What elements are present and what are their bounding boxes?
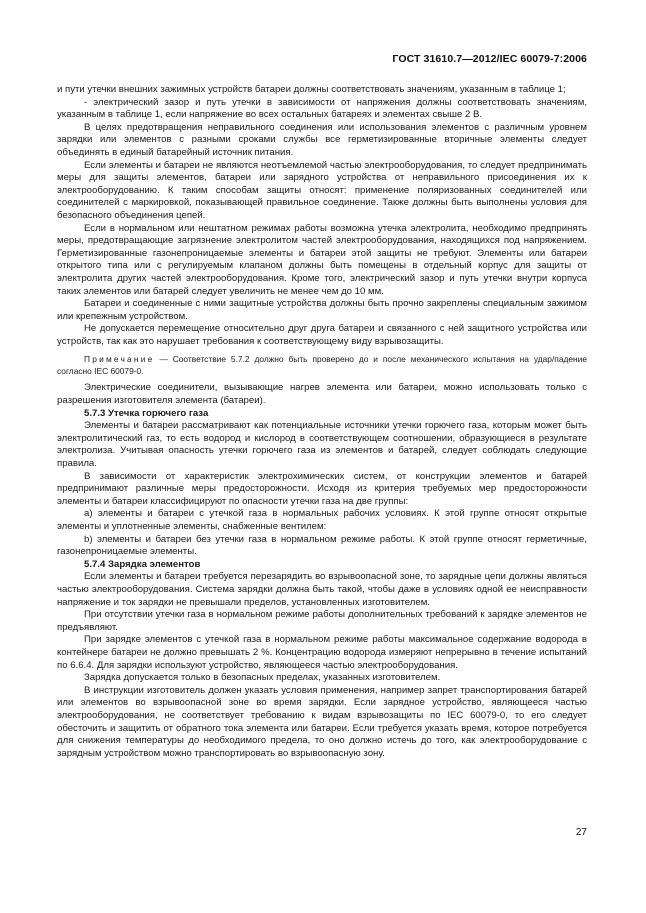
standard-header: ГОСТ 31610.7—2012/IEC 60079-7:2006 [392, 53, 587, 65]
section-heading: 5.7.4 Зарядка элементов [84, 558, 201, 570]
paragraph: Зарядка допускается только в безопасных пределах, указанных изготовителем. [84, 672, 441, 684]
document-body [57, 84, 587, 760]
paragraph: При отсутствии утечки газа в нормальном режиме работы дополнительных требований к зарядке элементов не предъявляют. [57, 609, 587, 633]
paragraph: Если элементы и батареи не являются неотъемлемой частью электрооборудования, то следует предпринимать меры для защиты элементов, батареи или зарядного устройства от неправильного присоединения их к электрооборудованию. К таким способам защиты относят: применение поляризованных соединителей или соединителей с маркировкой, показывающей правильное соединение. Также должны быть выполнены условия для безопасного объединения цепей. [57, 159, 587, 221]
paragraph: При зарядке элементов с утечкой газа в нормальном режиме работы максимальное содержание водорода в контейнере батареи не должно превышать 2 %. Концентрацию водорода измеряют непрерывно в течение испытаний по 6.6.4. Для зарядки используют устройство, являющееся частью электрооборудования. [57, 634, 587, 671]
paragraph: Элементы и батареи рассматривают как потенциальные источники утечки горючего газа, которым может быть электролитический газ, то есть водород и кислород в соответствующем соотношении, образующиеся в результате электролиза. Учитывая опасность утечки горючего газа из элементов и батарей, следует соблюдать следующие правила. [57, 420, 587, 470]
paragraph: В инструкции изготовитель должен указать условия применения, например запрет транспортирования батарей или элементов во взрывоопасной зоне во время зарядки. Если зарядное устройство, являющееся частью электрооборудования, не соответствует требованию к видам взрывозащиты по IEC 60079-0, то его следует обесточить и защитить от обратного тока элемента или батареи. Если требуется указать время, которое потребуется для снижения температуры до необходимого предела, то оно должно истечь до того, как электрооборудование с зарядным устройством можно транспортировать во взрывоопасную зону. [57, 684, 587, 759]
section-heading: 5.7.3 Утечка горючего газа [84, 407, 209, 419]
paragraph: - электрический зазор и путь утечки в зависимости от напряжения должны соответствовать значениям, указанным в таблице 1, если напряжение во всех остальных батареях и элементах свыше 2 В. [57, 96, 587, 121]
paragraph: Если элементы и батареи требуется перезарядить во взрывоопасной зоне, то зарядные цепи должны являться частью электрооборудования. Система зарядки должна быть такой, чтобы даже в условиях одной ее неисправности напряжение и ток зарядки не превышали пределов, установленных изготовителем. [57, 571, 587, 608]
note [57, 353, 587, 377]
list-item: b) элементы и батареи без утечки газа в нормальном режиме работы. К этой группе относят герметичные, газонепроницаемые элементы. [57, 533, 587, 558]
paragraph: Электрические соединители, вызывающие нагрев элемента или батареи, можно использовать только с разрешения изготовителя элемента (батареи). [57, 382, 587, 407]
paragraph: В зависимости от характеристик электрохимических систем, от конструкции элементов и батарей предпринимают различные меры предосторожности. Исходя из критерия требуемых мер предосторожности элементы и батареи классифицируют по опасности утечки газа на две группы: [57, 470, 587, 507]
paragraph: Батареи и соединенные с ними защитные устройства должны быть прочно закреплены специальным зажимом или крепежным устройством. [57, 298, 587, 322]
paragraph: и пути утечки внешних зажимных устройств батареи должны соответствовать значениям, указанным в таблице 1; [57, 84, 566, 95]
note-text: — Соответствие 5.7.2 должно быть проверено до и после механического испытания на удар/падение согласно IEC 60079-0. [57, 354, 587, 377]
paragraph: В целях предотвращения неправильного соединения или использования элементов с различным уровнем зарядки или элементов с разными сроками службы все герметизированные вторичные элементы следует объединять в единый батарейный источник питания. [57, 121, 587, 158]
paragraph: Если в нормальном или нештатном режимах работы возможна утечка электролита, необходимо предпринять меры, предотвращающие загрязнение электролитом частей электрооборудования, находящихся под напряжением. Герметизированные газонепроницаемые элементы и батареи этой защиты не требуют. Элементы или батареи открытого типа или с регулируемым клапаном должны быть помещены в отдельный корпус для защиты от электролита других частей электрооборудования. Кроме того, электрический зазор и путь утечки внутри корпуса таких элементов или батарей следует увеличить не менее чем до 10 мм. [57, 222, 587, 297]
page-number: 27 [575, 827, 587, 838]
list-item: a) элементы и батареи с утечкой газа в нормальных рабочих условиях. К этой группе относят открытые элементы и уплотненные элементы, снабженные вентилем: [57, 508, 587, 532]
note-label: Примечание [84, 354, 155, 365]
paragraph: Не допускается перемещение относительно друг друга батареи и связанного с ней защитного устройства или устройств, так как это нарушает требования к соответствующему виду взрывозащиты. [57, 323, 587, 347]
